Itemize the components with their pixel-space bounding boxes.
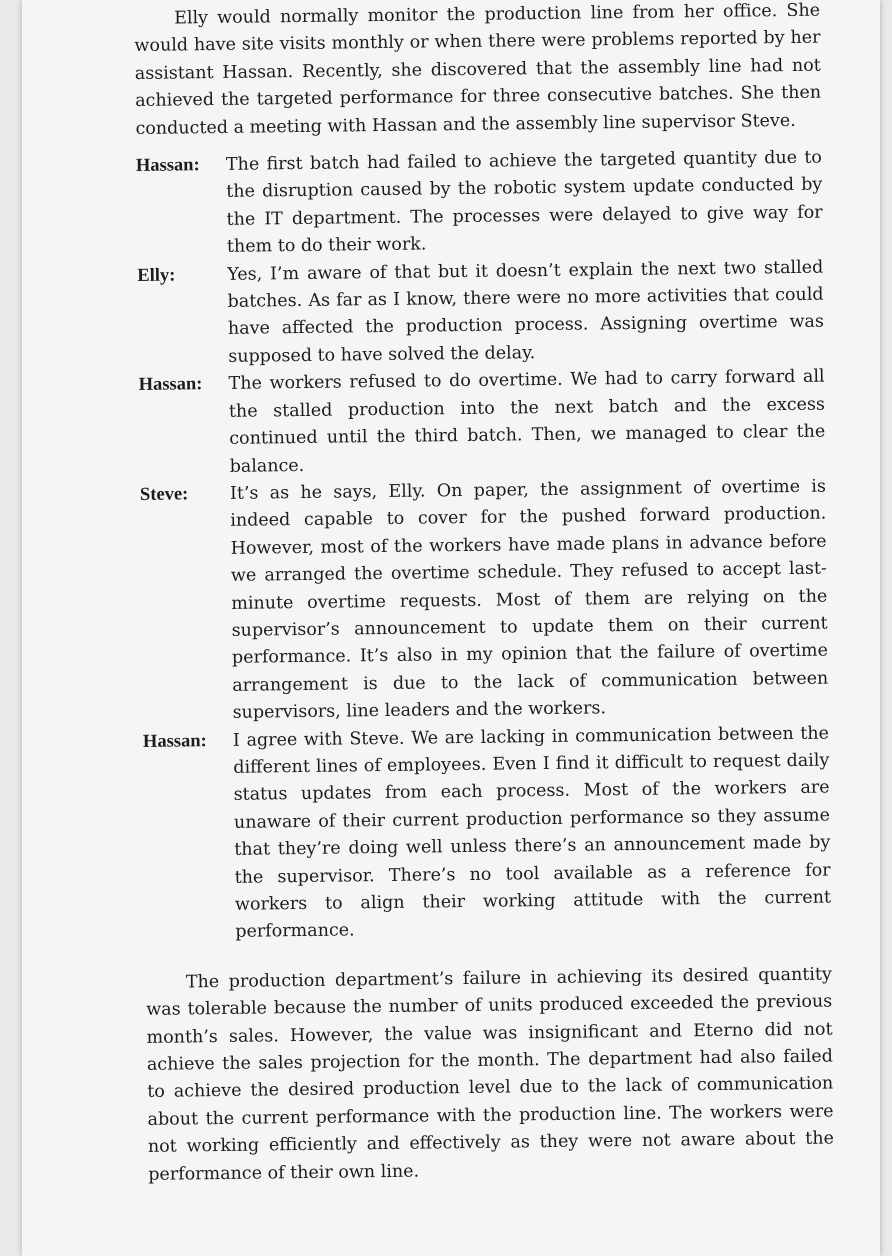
dialogue-line (140, 473, 829, 728)
speech-text: Yes, I’m aware of that but it doesn’t explain the next two stalled batches. As far as I know, there were no more activities that could have affected the production process. Assigning overtime was supposed to have solved the delay. (227, 257, 825, 367)
dialogue-line (143, 720, 832, 948)
speaker-name: Hassan: (142, 730, 207, 752)
dialogue-line (137, 254, 824, 372)
speaker-name: Hassan: (135, 155, 200, 177)
book-page (22, 0, 880, 1256)
dialogue (136, 145, 832, 948)
speech-text: It’s as he says, Elly. On paper, the assignment of overtime is indeed capable to cover for the pushed forward production. However, most of the workers have made plans in advance before we arranged the overtime schedule. They refused to accept last-minute overtime requests. Most of them are relying on the supervisor’s announcement to update them on their current performance. It’s also in my opinion that the failure of overtime arrangement is due to the lack of communication between supervisors, line leaders and the workers. (229, 476, 829, 724)
speaker-name: Hassan: (138, 374, 203, 396)
speaker-name: Steve: (139, 484, 189, 505)
dialogue-line (136, 145, 823, 263)
page-content (134, 0, 834, 1189)
speaker-name: Elly: (137, 265, 176, 286)
speech-text: I agree with Steve. We are lacking in communication between the different lines of employees. Even I find it difficult to request daily status updates from each process. Most of the workers are unaware of their current production performance so they assume that they’re doing well unless there’s an announcement made by the supervisor. There’s no tool available as a reference for workers to align their working attitude with the current performance. (232, 723, 832, 943)
closing-paragraph: The production department’s failure in achieving its desired quantity was tolerable because the number of units produced exceeded the previous month’s sales. However, the value was insignificant and Eterno did not achieve the sales projection for the month. The department had also failed to achieve the desired production level due to the lack of communication about the current performance with the production line. The workers were not working efficiently and effectively as they were not aware about the performance of their own line. (146, 964, 835, 1185)
intro-paragraph: Elly would normally monitor the production line from her office. She would have site visits monthly or when there were problems reported by her assistant Hassan. Recently, she discovered that the assembly line had not achieved the targeted performance for three consecutive batches. She then conducted a meeting with Hassan and the assembly line supervisor Steve. (134, 0, 822, 139)
speech-text: The first batch had failed to achieve the targeted quantity due to the disruption caused by the robotic system update conducted by the IT department. The processes were delayed to give way for them to do their work. (225, 147, 823, 258)
speech-text: The workers refused to do overtime. We had to carry forward all the stalled production into the next batch and the excess continued until the third batch. Then, we managed to clear the balance. (228, 366, 826, 477)
dialogue-line (138, 364, 825, 482)
